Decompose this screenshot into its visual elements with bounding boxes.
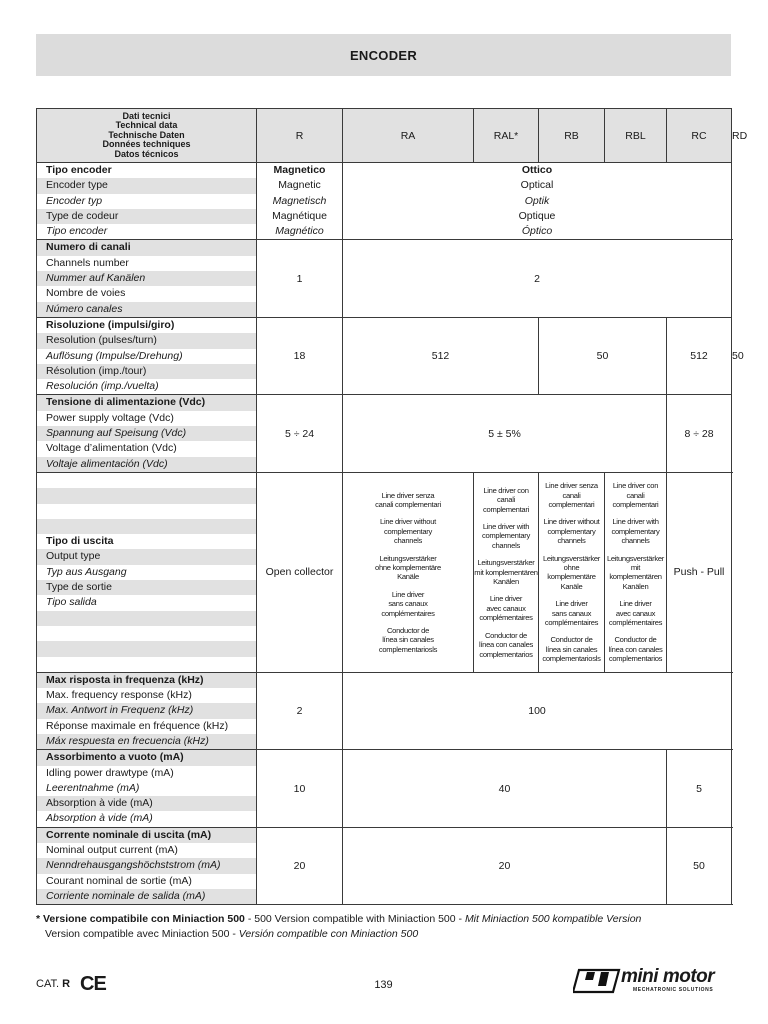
row-labels — [37, 750, 257, 827]
label-en: Resolution (pulses/turn) — [37, 333, 256, 348]
output-desc-en: Line driver with complementary channels — [611, 517, 660, 546]
header-label-de: Technische Daten — [108, 129, 185, 140]
label-de: Encoder typ — [46, 194, 103, 207]
row-channels — [37, 240, 732, 317]
label-fr: Absorption à vide (mA) — [37, 796, 256, 811]
label-spacer — [37, 488, 256, 503]
row-labels — [37, 240, 257, 317]
label-it: Tipo encoder — [46, 164, 112, 176]
logo-wordmark: mini motor — [621, 966, 715, 987]
footnote-text: Version compatible avec Miniaction 500 - — [45, 928, 239, 940]
page-footer — [36, 966, 731, 1000]
label-spacer — [37, 611, 256, 626]
value-others — [343, 163, 732, 240]
label-fr: Voltage d’alimentation (Vdc) — [46, 442, 177, 455]
encoder-spec-table — [36, 108, 748, 905]
output-desc-en: Line driver without complementary channels — [543, 517, 600, 546]
value-rc-rd: 8 ÷ 28 — [667, 395, 732, 472]
label-de: Nenndrehausgangshöchststrom (mA) — [37, 858, 256, 873]
footnote-bold: * Versione compatibile con Miniaction 500 — [36, 913, 245, 925]
value-rc-rd: 5 — [667, 750, 732, 827]
label-fr: Résolution (imp./tour) — [37, 364, 256, 379]
value-r: Open collector — [257, 472, 343, 672]
label-en: Power supply voltage (Vdc) — [46, 411, 174, 424]
label-es: Número canales — [37, 302, 256, 317]
label-fr: Courant nominal de sortie (mA) — [46, 874, 192, 887]
column-header-ra: RA — [343, 109, 474, 163]
label-es: Voltaje alimentación (Vdc) — [37, 457, 256, 472]
column-header-ral: RAL* — [474, 109, 539, 163]
value-line: Optique — [518, 209, 556, 222]
output-desc-it: Line driver senza canali complementari — [375, 490, 441, 509]
row-labels — [37, 395, 257, 472]
column-header-r: R — [257, 109, 343, 163]
label-de: Max. Antwort in Frequenz (kHz) — [37, 703, 256, 718]
value-r: 5 ÷ 24 — [257, 395, 343, 472]
row-output-type — [37, 472, 732, 672]
label-es: Tipo salida — [46, 596, 97, 609]
row-labels — [37, 163, 257, 240]
value-ral — [474, 472, 539, 672]
footnote — [36, 912, 736, 942]
output-desc-es: Conductor de línea con canales complementarios — [608, 635, 663, 664]
value-rc-rd: Push - Pull — [667, 472, 732, 672]
value-ra-rbl: 5 ± 5% — [343, 395, 667, 472]
value-rc-rd: 50 — [667, 827, 732, 904]
value-ra-rbl: 40 — [343, 750, 667, 827]
value-ra-rbl: 20 — [343, 827, 667, 904]
logo-icon — [573, 966, 623, 994]
header-label-es: Datos técnicos — [114, 148, 179, 159]
label-en: Output type — [37, 549, 256, 564]
label-de: Leerentnahme (mA) — [46, 781, 140, 794]
column-header-rb: RB — [539, 109, 605, 163]
row-frequency — [37, 672, 732, 749]
footnote-line-2 — [36, 927, 736, 942]
header-label-fr: Données techniques — [102, 139, 191, 150]
footnote-line-1 — [36, 912, 736, 927]
value-line: Magnétique — [272, 209, 327, 222]
label-spacer — [37, 641, 256, 656]
value-line: Optik — [524, 194, 550, 207]
output-desc-de: Leitungsverstärker ohne komplementäre Kanäle — [375, 553, 441, 582]
row-resolution: Risoluzione (impulsi/giro) Resolution (pulses/turn) Auflösung (Impulse/Drehung) Résolution (imp./tour) Resolución (imp./vuelta) 18 512 50 512 50 — [37, 317, 732, 394]
label-spacer — [37, 657, 256, 672]
value-r: 20 — [257, 827, 343, 904]
label-fr: Nombre de voies — [46, 287, 126, 300]
footnote-italic: Mit Miniaction 500 kompatible Version — [464, 913, 642, 925]
label-spacer — [37, 504, 256, 519]
label-es: Máx respuesta en frecuencia (kHz) — [37, 734, 256, 749]
row-current — [37, 827, 732, 904]
label-spacer — [37, 626, 256, 641]
value-others: 100 — [343, 672, 732, 749]
output-desc-de: Leitungsverstärker ohne komplementäre Kanäle — [542, 553, 601, 591]
header-row: Dati tecnici Technical data Technische Daten Données techniques Datos técnicos R RA RAL* RB RBL RC RD — [37, 109, 732, 163]
value-r: 1 — [257, 240, 343, 317]
label-it: Tensione di alimentazione (Vdc) — [37, 395, 256, 410]
label-it: Tipo di uscita — [46, 535, 114, 548]
row-encoder-type — [37, 163, 732, 240]
ce-mark-icon: CE — [80, 973, 106, 995]
output-desc-fr: Line driver sans canaux complémentaires — [544, 599, 599, 627]
label-de: Spannung auf Speisung (Vdc) — [37, 426, 256, 441]
label-it: Corrente nominale di uscita (mA) — [37, 828, 256, 843]
catalog-letter: R — [62, 978, 71, 990]
value-r — [257, 163, 343, 240]
label-it: Assorbimento a vuoto (mA) — [37, 750, 256, 765]
header-label-en: Technical data — [115, 120, 178, 131]
label-en: Idling power drawtype (mA) — [46, 766, 174, 779]
logo-tagline: MECHATRONIC SOLUTIONS — [633, 987, 714, 993]
value-others: 2 — [343, 240, 732, 317]
output-desc-it: Line driver senza canali complementari — [545, 481, 598, 509]
output-desc-it: Line driver con canali complementari — [612, 481, 659, 509]
value-line: Magnetico — [273, 164, 326, 176]
value-ra-ral: 512 — [343, 317, 539, 394]
label-spacer — [37, 519, 256, 534]
label-spacer — [37, 473, 256, 488]
value-line: Magnetisch — [272, 194, 327, 207]
output-desc-en: Line driver without complementary channels — [380, 517, 436, 546]
label-de: Nummer auf Kanälen — [37, 271, 256, 286]
output-desc-de: Leitungsverstärker mit komplementären Kanälen — [606, 553, 665, 591]
column-header-rc: RC — [667, 109, 732, 163]
value-line: Optical — [520, 179, 554, 192]
label-es: Corriente nominale de salida (mA) — [37, 889, 256, 904]
label-fr: Type de codeur — [37, 209, 256, 224]
value-line: Magnetic — [278, 179, 321, 192]
header-labels — [37, 112, 256, 160]
label-fr: Type de sortie — [37, 580, 256, 595]
label-en: Channels number — [46, 256, 129, 269]
value-rc: 512 — [667, 317, 732, 394]
column-header-rbl: RBL — [605, 109, 667, 163]
mini-motor-logo — [573, 966, 731, 996]
label-it: Risoluzione (impulsi/giro) — [46, 318, 175, 331]
label-fr: Réponse maximale en fréquence (kHz) — [46, 719, 229, 732]
label-en: Max. frequency response (kHz) — [46, 689, 192, 702]
output-desc-en: Line driver with complementary channels — [481, 522, 530, 550]
output-desc-it: Line driver con canali complementari — [483, 485, 529, 514]
row-absorption — [37, 750, 732, 827]
value-ra — [343, 472, 474, 672]
row-labels — [37, 672, 257, 749]
value-rb-rbl: 50 — [539, 317, 667, 394]
row-labels — [37, 827, 257, 904]
output-desc-es: Conductor de línea con canales complementarios — [478, 630, 533, 659]
output-desc-de: Leitungsverstärker mit komplementären Kanälen — [474, 558, 538, 587]
label-es: Resolución (imp./vuelta) — [46, 380, 159, 393]
label-de: Auflösung (Impulse/Drehung) — [46, 349, 183, 362]
page-number: 139 — [374, 979, 393, 991]
value-line: Magnético — [275, 225, 324, 238]
label-en: Nominal output current (mA) — [46, 844, 178, 857]
catalog-prefix: CAT. — [36, 978, 60, 990]
label-en: Encoder type — [37, 178, 256, 193]
label-es: Tipo encoder — [46, 225, 108, 238]
label-es: Absorption à vide (mA) — [46, 812, 153, 825]
row-labels — [37, 317, 257, 394]
output-desc-es: Conductor de línea sin canales complementariosls — [542, 635, 601, 664]
output-desc-fr: Line driver avec canaux complémentaires — [608, 599, 663, 627]
value-r: 18 — [257, 317, 343, 394]
output-desc-es: Conductor de línea sin canales complementariosls — [378, 625, 438, 654]
row-voltage — [37, 395, 732, 472]
header-label-cell — [37, 109, 257, 163]
value-line: Óptico — [521, 225, 553, 238]
value-rbl — [605, 472, 667, 672]
page-title: ENCODER — [36, 34, 731, 76]
row-labels — [37, 472, 257, 672]
value-r: 10 — [257, 750, 343, 827]
footnote-italic: Versión compatible con Miniaction 500 — [238, 928, 419, 940]
value-line: Ottico — [521, 164, 553, 176]
label-de: Typ aus Ausgang — [46, 565, 127, 578]
label-it: Max risposta in frequenza (kHz) — [37, 673, 256, 688]
header-label-it: Dati tecnici — [122, 110, 171, 121]
footnote-text: - 500 Version compatible with Miniaction 500 - — [244, 913, 465, 925]
value-rb — [539, 472, 605, 672]
value-r: 2 — [257, 672, 343, 749]
output-desc-fr: Line driver avec canaux complémentaires — [479, 594, 533, 623]
output-desc-fr: Line driver sans canaux complémentaires — [381, 589, 435, 618]
label-it: Numero di canali — [37, 240, 256, 255]
